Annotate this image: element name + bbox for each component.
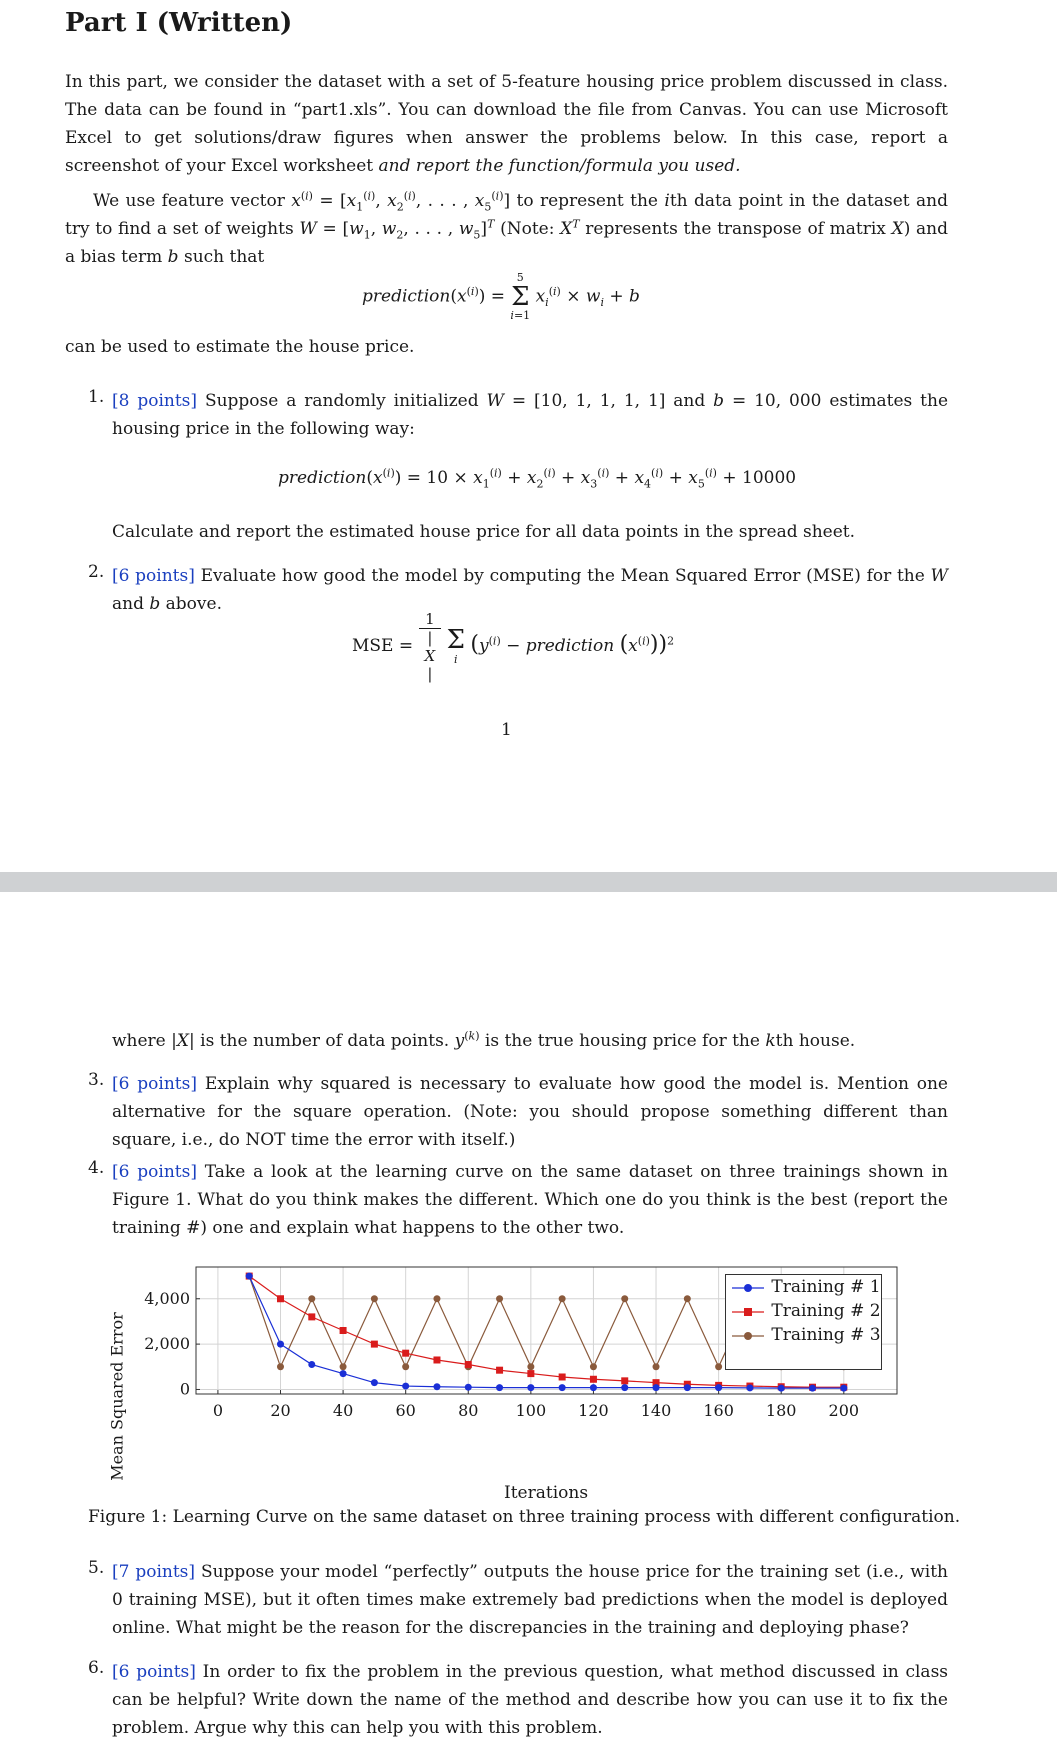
q1-followup: Calculate and report the estimated house price for all data points in the spread sheet.	[112, 522, 856, 542]
q6-text: In order to fix the problem in the previous question, what method discussed in class can be helpful? Write down the name of the method and describe how you can use it to fix the problem. Argue why this can help you with this problem.	[112, 1662, 949, 1738]
series-1-point-130	[621, 1384, 628, 1391]
series-1-point-120	[590, 1384, 597, 1391]
series-1-point-150	[684, 1384, 691, 1391]
x-tick-label-80: 80	[458, 1401, 479, 1420]
q5-points: [7 points]	[112, 1562, 196, 1582]
series-1-point-180	[778, 1385, 785, 1392]
page-separator	[0, 872, 1057, 892]
q6-item	[112, 1658, 948, 1742]
q1-number: 1.	[88, 387, 105, 407]
series-1-point-60	[402, 1383, 409, 1390]
chart-ylabel: Mean Squared Error	[107, 1312, 127, 1481]
y-tick-label-0: 0	[179, 1379, 190, 1399]
q4-text: Take a look at the learning curve on the same dataset on three trainings shown in Figure 1. What do you think makes the different. Which one do you think is the best (report the training #) one and explain what happens to the other two.	[112, 1162, 948, 1238]
q5-number: 5.	[88, 1558, 105, 1578]
page-number: 1	[501, 720, 512, 740]
intro-paragraph	[65, 68, 948, 180]
series-3-point-100	[527, 1363, 534, 1370]
series-1-point-40	[340, 1370, 347, 1377]
x-tick-label-60: 60	[395, 1401, 416, 1420]
q4-item	[112, 1158, 948, 1242]
series-1-point-20	[277, 1341, 284, 1348]
series-1-point-110	[559, 1384, 566, 1391]
series-1-point-140	[653, 1384, 660, 1391]
series-2-point-110	[559, 1373, 566, 1380]
series-1-point-70	[433, 1383, 440, 1390]
series-3-point-160	[715, 1363, 722, 1370]
x-tick-label-140: 140	[640, 1401, 672, 1420]
y-tick-label-2000: 2,000	[144, 1334, 190, 1354]
q6-number: 6.	[88, 1658, 105, 1678]
q2-points: [6 points]	[112, 566, 195, 586]
series-3-point-140	[653, 1363, 660, 1370]
intro-text: In this part, we consider the dataset with a set of 5-feature housing price problem discussed in class. The data can be found in “part1.xls”. You can download the file from Canvas. You can use Microsoft Excel to get solutions/draw figures when answer the problems below. In this case, report a screenshot of your Excel worksheet	[65, 72, 948, 176]
series-3-point-120	[590, 1363, 597, 1370]
series-2-point-130	[621, 1377, 628, 1384]
series-1-point-10	[246, 1273, 253, 1280]
intro-italic: and report the function/formula you used.	[378, 156, 741, 176]
q1-item: [8 points] Suppose a randomly initialized W = [10, 1, 1, 1, 1] and b = 10, 000 estimates the housing price in the following way:	[112, 391, 949, 439]
q2-item: [6 points] Evaluate how good the model by computing the Mean Squared Error (MSE) for the W and b above.	[112, 566, 948, 614]
series-2-point-30	[308, 1313, 315, 1320]
series-2-point-80	[465, 1361, 472, 1368]
q3-item	[112, 1070, 948, 1154]
q1-formula: $prediction(x^{(i)}) = 10 \times x_1^{(i)} + x_2^{(i)} + x_3^{(i)} + x_4^{(i)} + x_5^{(i)} + 10000$	[278, 466, 797, 491]
mse-formula: MSE = 1 | X | Σ i ($y^{(i)}$ − prediction $(x^{(i)}))^2$	[352, 610, 675, 683]
series-3-point-50	[371, 1295, 378, 1302]
y-tick-label-4000: 4,000	[144, 1288, 190, 1308]
series-1-point-160	[715, 1384, 722, 1391]
series-1-point-200	[840, 1385, 847, 1392]
series-2-point-100	[527, 1370, 534, 1377]
series-2-point-60	[402, 1350, 409, 1357]
series-3-point-30	[308, 1295, 315, 1302]
series-2-point-40	[340, 1327, 347, 1334]
series-1-point-170	[746, 1384, 753, 1391]
q2-number: 2.	[88, 562, 105, 582]
legend-label-3: Training # 3	[771, 1325, 881, 1345]
chart-ylabel-wrap	[107, 1287, 127, 1507]
where-text: where |X| is the number of data points. $y^{(k)}$ is the true housing price for the kth house.	[112, 1029, 856, 1051]
document-page-1	[0, 0, 1057, 872]
q3-number: 3.	[88, 1070, 105, 1090]
x-tick-label-180: 180	[765, 1401, 797, 1420]
q1-points: [8 points]	[112, 391, 198, 411]
figure-caption: Figure 1: Learning Curve on the same dataset on three training process with different configuration.	[88, 1507, 961, 1527]
q6-points: [6 points]	[112, 1662, 196, 1682]
x-tick-label-40: 40	[332, 1401, 354, 1420]
series-2-point-20	[277, 1295, 284, 1302]
series-1-point-100	[527, 1384, 534, 1391]
x-tick-label-200: 200	[828, 1401, 860, 1420]
estimate-text: can be used to estimate the house price.	[65, 337, 415, 357]
series-3-point-150	[684, 1295, 691, 1302]
prediction-formula: $prediction(x^{(i)})$ = 5 Σ i=1 $x_i^{(i)} \times w_i + b$	[362, 271, 640, 322]
legend-entry-2	[730, 1301, 881, 1321]
q5-item	[112, 1558, 948, 1642]
series-3-point-130	[621, 1295, 628, 1302]
legend-label-2: Training # 2	[771, 1301, 881, 1321]
series-2-point-50	[371, 1341, 378, 1348]
x-tick-label-0: 0	[212, 1401, 223, 1420]
document-page-2	[0, 892, 1057, 1763]
q4-points: [6 points]	[112, 1162, 197, 1182]
feature-paragraph: We use feature vector $x^{(i)} = [x_1^{(i)}$, $x_2^{(i)}$, . . . , $x_5^{(i)}$] to represent the ith data point in the dataset and try to find a set of weights $W = [w_1$, $w_2$, . . . , $w_5]^T$ (Note: $X^T$ represents the transpose of matrix X) and a bias term b such that	[65, 189, 948, 267]
q4-number: 4.	[88, 1158, 105, 1178]
series-3-point-60	[402, 1363, 409, 1370]
series-1-point-190	[809, 1385, 816, 1392]
series-1-point-90	[496, 1384, 503, 1391]
series-1-point-50	[371, 1379, 378, 1386]
series-2-point-120	[590, 1376, 597, 1383]
x-tick-label-100: 100	[515, 1401, 547, 1420]
legend-entry-3	[730, 1325, 881, 1345]
section-heading: Part I (Written)	[65, 8, 293, 38]
series-3-point-40	[340, 1363, 347, 1370]
x-tick-label-120: 120	[578, 1401, 609, 1420]
legend-label-1: Training # 1	[771, 1277, 881, 1297]
series-3-point-20	[277, 1363, 284, 1370]
x-tick-label-160: 160	[703, 1401, 734, 1420]
x-tick-label-20: 20	[270, 1401, 291, 1420]
chart-xlabel: Iterations	[504, 1483, 589, 1503]
series-2-point-70	[433, 1356, 440, 1363]
q3-text: Explain why squared is necessary to evaluate how good the model is. Mention one alternative for the square operation. (Note: you should propose something different than square, i.e., do NOT time the error with itself.)	[112, 1074, 948, 1150]
legend-entry-1	[730, 1277, 881, 1297]
series-3-point-110	[559, 1295, 566, 1302]
series-3-point-70	[433, 1295, 440, 1302]
q3-points: [6 points]	[112, 1074, 197, 1094]
series-1-point-80	[465, 1384, 472, 1391]
series-1-point-30	[308, 1361, 315, 1368]
series-2-point-90	[496, 1367, 503, 1374]
series-3-point-90	[496, 1295, 503, 1302]
chart-legend	[725, 1274, 882, 1370]
q5-text: Suppose your model “perfectly” outputs the house price for the training set (i.e., with 0 training MSE), but it often times make extremely bad predictions when the model is deployed online. What might be the reason for the discrepancies in the training and deploying phase?	[112, 1562, 949, 1638]
